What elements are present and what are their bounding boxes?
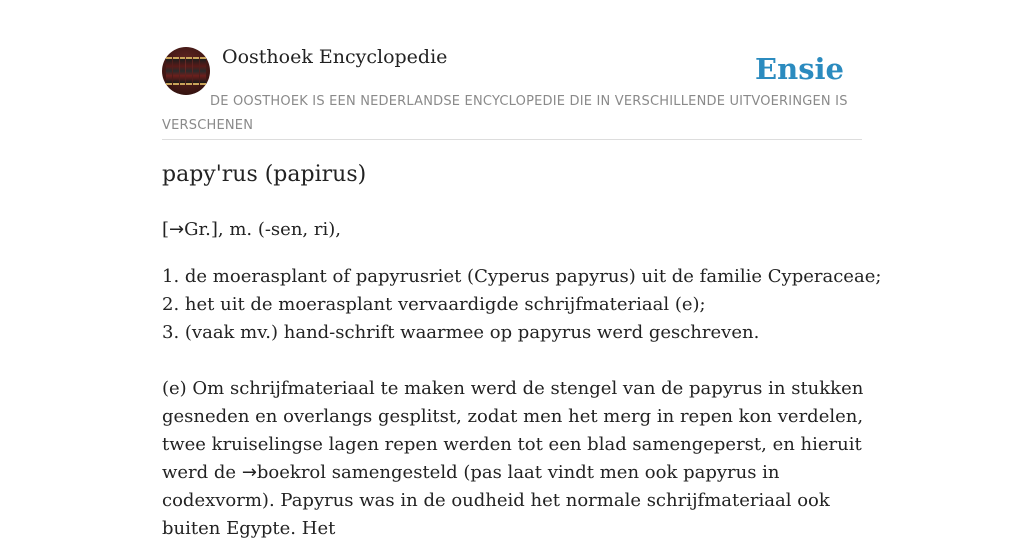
grammar-open-bracket: [ — [162, 219, 170, 240]
grammar-arrow-link[interactable]: → — [169, 219, 185, 240]
page-container — [162, 0, 882, 539]
definitions-list — [162, 263, 881, 347]
grammar-text: Gr.], m. (-sen, ri), — [184, 219, 341, 240]
site-header — [162, 0, 862, 140]
definition-item: 2. het uit de moerasplant vervaardigde schrijfmateriaal (e); — [162, 294, 706, 315]
body-text-part2: boekrol samengesteld (pas laat vindt men ook papyrus in codexvorm). Papyrus was in de oudheid het normale schrijfmateriaal ook buiten Egypte. Het — [162, 462, 830, 539]
ensie-logo-link[interactable]: Ensie — [755, 52, 844, 86]
body-text-part1: (e) Om schrijfmateriaal te maken werd de stengel van de papyrus in stukken gesneden en overlangs gesplitst, zodat men het merg in repen kon verdelen, twee kruiselingse lagen repen werden tot een blad samengeperst, en hieruit werd de — [162, 378, 864, 483]
entry-grammar — [162, 216, 341, 244]
site-title-link[interactable]: Oosthoek Encyclopedie — [222, 46, 448, 68]
definition-item: 3. (vaak mv.) hand-schrift waarmee op papyrus werd geschreven. — [162, 322, 760, 343]
entry-title: papy'rus (papirus) — [162, 162, 367, 187]
book-spines-graphic — [166, 57, 206, 85]
entry-body — [162, 375, 866, 543]
encyclopedia-avatar-icon[interactable] — [162, 47, 210, 95]
site-tagline: DE OOSTHOEK IS EEN NEDERLANDSE ENCYCLOPEDIE DIE IN VERSCHILLENDE UITVOERINGEN IS VERSCHENEN — [162, 94, 848, 133]
definition-item: 1. de moerasplant of papyrusriet (Cyperus papyrus) uit de familie Cyperaceae; — [162, 266, 882, 287]
boekrol-arrow-link[interactable]: → — [241, 462, 257, 483]
